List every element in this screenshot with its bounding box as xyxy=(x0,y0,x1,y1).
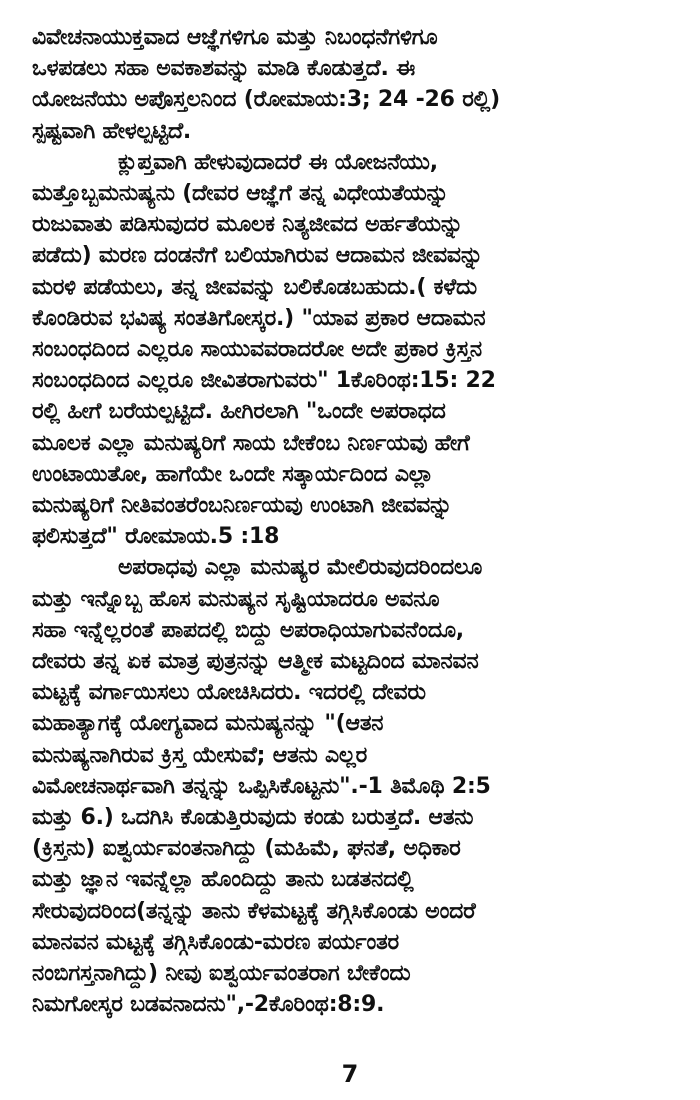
text-line: ವಿಮೋಚನಾರ್ಥವಾಗಿ ತನ್ನನ್ನು ಒಪ್ಪಿಸಿಕೊಟ್ಟನು".-1 ತಿಮೊಥಿ 2:5 xyxy=(32,773,491,799)
text-line: (ಕ್ರಿಸ್ತನು) ಐಶ್ವರ್ಯವಂತನಾಗಿದ್ದು (ಮಹಿಮೆ, ಘನತೆ, ಅಧಿಕಾರ xyxy=(32,836,461,862)
text-line: ಮನುಷ್ಯನಾಗಿರುವ ಕ್ರಿಸ್ತ ಯೇಸುವೆ; ಆತನು ಎಲ್ಲರ xyxy=(32,742,368,768)
body-text xyxy=(32,22,656,1021)
paragraph xyxy=(32,22,656,147)
text-line: ರುಜುವಾತು ಪಡಿಸುವುದರ ಮೂಲಕ ನಿತ್ಯಜೀವದ ಅರ್ಹತೆಯನ್ನು xyxy=(32,212,463,238)
paragraph xyxy=(32,552,656,1020)
text-line: ಸೇರುವುದರಿಂದ(ತನ್ನನ್ನು ತಾನು ಕೆಳಮಟ್ಟಕ್ಕೆ ತಗ್ಗಿಸಿಕೊಂಡು ಅಂದರೆ xyxy=(32,898,476,924)
text-line: ಮತ್ತು ಜ್ಞಾನ ಇವನ್ನೆಲ್ಲಾ ಹೊಂದಿದ್ದು ತಾನು ಬಡತನದಲ್ಲಿ xyxy=(32,867,414,893)
text-line: ಸಂಬಂಧದಿಂದ ಎಲ್ಲರೂ ಸಾಯುವವರಾದರೋ ಅದೇ ಪ್ರಕಾರ ಕ್ರಿಸ್ತನ xyxy=(32,337,482,363)
text-line: ಕೊಂಡಿರುವ ಭವಿಷ್ಯ ಸಂತತಿಗೋಸ್ಕರ.) "ಯಾವ ಪ್ರಕಾರ ಆದಾಮನ xyxy=(32,305,486,331)
text-line: ಮಟ್ಟಕ್ಕೆ ವರ್ಗಾಯಿಸಲು ಯೋಚಿಸಿದರು. ಇದರಲ್ಲಿ ದೇವರು xyxy=(32,680,426,706)
text-line: ಮತ್ತೊಬ್ಬಮನುಷ್ಯನು (ದೇವರ ಆಜ್ಞೆಗೆ ತನ್ನ ವಿಧೇಯತೆಯನ್ನು xyxy=(32,181,449,207)
page-number: 7 xyxy=(341,1060,359,1088)
text-line: ವಿವೇಚನಾಯುಕ್ತವಾದ ಆಜ್ಞೆಗಳಿಗೂ ಮತ್ತು ನಿಬಂಧನೆಗಳಿಗೂ xyxy=(32,25,438,50)
text-line: ರಲ್ಲಿ ಹೀಗೆ ಬರೆಯಲ್ಪಟ್ಟಿದೆ. ಹೀಗಿರಲಾಗಿ "ಒಂದೇ ಅಪರಾಧದ xyxy=(32,399,446,425)
text-line: ಮತ್ತು 6.) ಒದಗಿಸಿ ಕೊಡುತ್ತಿರುವುದು ಕಂಡು ಬರುತ್ತದೆ. ಆತನು xyxy=(32,805,474,831)
text-line: ಉಂಟಾಯಿತೋ, ಹಾಗೆಯೇ ಒಂದೇ ಸತ್ಕಾರ್ಯದಿಂದ ಎಲ್ಲಾ xyxy=(32,461,434,487)
text-line: ಪಡೆದು) ಮರಣ ದಂಡನೆಗೆ ಬಲಿಯಾಗಿರುವ ಆದಾಮನ ಜೀವವನ್ನು xyxy=(32,243,483,269)
text-line: ಸ್ಪಷ್ಟವಾಗಿ ಹೇಳಲ್ಪಟ್ಟಿದೆ. xyxy=(32,118,192,144)
paragraph xyxy=(32,147,656,553)
text-line: ದೇವರು ತನ್ನ ಏಕ ಮಾತ್ರ ಪುತ್ರನನ್ನು ಆತ್ಮೀಕ ಮಟ್ಟದಿಂದ ಮಾನವನ xyxy=(32,649,479,675)
text-line: ಮಹಾತ್ಯಾಗಕ್ಕೆ ಯೋಗ್ಯವಾದ ಮನುಷ್ಯನನ್ನು "(ಆತನ xyxy=(32,711,384,737)
text-line: ಅಪರಾಧವು ಎಲ್ಲಾ ಮನುಷ್ಯರ ಮೇಲಿರುವುದರಿಂದಲೂ xyxy=(118,555,483,581)
text-line: ನಿಮಗೋಸ್ಕರ ಬಡವನಾದನು",-2ಕೊರಿಂಥ:8:9. xyxy=(32,992,385,1018)
text-line: ಸಂಬಂಧದಿಂದ ಎಲ್ಲರೂ ಜೀವಿತರಾಗುವರು" 1ಕೊರಿಂಥ:15: 22 xyxy=(32,368,496,394)
text-line: ಒಳಪಡಲು ಸಹಾ ಅವಕಾಶವನ್ನು ಮಾಡಿ ಕೊಡುತ್ತದೆ. ಈ xyxy=(32,56,416,82)
text-line: ಫಲಿಸುತ್ತದೆ" ರೋಮಾಯ.5 :18 xyxy=(32,524,280,550)
text-line: ಮಾನವನ ಮಟ್ಟಕ್ಕೆ ತಗ್ಗಿಸಿಕೊಂಡು-ಮರಣ ಪರ್ಯಂತರ xyxy=(32,929,399,955)
text-line: ನಂಬಿಗಸ್ತನಾಗಿದ್ದು) ನೀವು ಐಶ್ವರ್ಯವಂತರಾಗ ಬೇಕೆಂದು xyxy=(32,961,411,987)
text-line: ಯೋಜನೆಯು ಅಪೊಸ್ತಲನಿಂದ (ರೋಮಾಯ:3; 24 -26 ರಲ್ಲಿ) xyxy=(32,87,500,113)
text-line: ಮೂಲಕ ಎಲ್ಲಾ ಮನುಷ್ಯರಿಗೆ ಸಾಯ ಬೇಕೆಂಬ ನಿರ್ಣಯವು ಹೇಗೆ xyxy=(32,430,470,456)
text-line: ಮತ್ತು ಇನ್ನೊಬ್ಬ ಹೊಸ ಮನುಷ್ಯನ ಸೃಷ್ಟಿಯಾದರೂ ಅವನೂ xyxy=(32,586,440,612)
text-line: ಸಹಾ ಇನ್ನೆಲ್ಲರಂತೆ ಪಾಪದಲ್ಲಿ ಬಿದ್ದು ಅಪರಾಧಿಯಾಗುವನೆಂದೂ, xyxy=(32,617,464,643)
text-line: ಮರಳಿ ಪಡೆಯಲು, ತನ್ನ ಜೀವವನ್ನು ಬಲಿಕೊಡಬಹುದು.( ಕಳೆದು xyxy=(32,274,477,300)
text-line: ಮನುಷ್ಯರಿಗೆ ನೀತಿವಂತರೆಂಬನಿರ್ಣಯವು ಉಂಟಾಗಿ ಜೀವವನ್ನು xyxy=(32,493,453,519)
text-line: ಕ್ಲುಪ್ತವಾಗಿ ಹೇಳುವುದಾದರೆ ಈ ಯೋಜನೆಯು, xyxy=(118,149,438,175)
